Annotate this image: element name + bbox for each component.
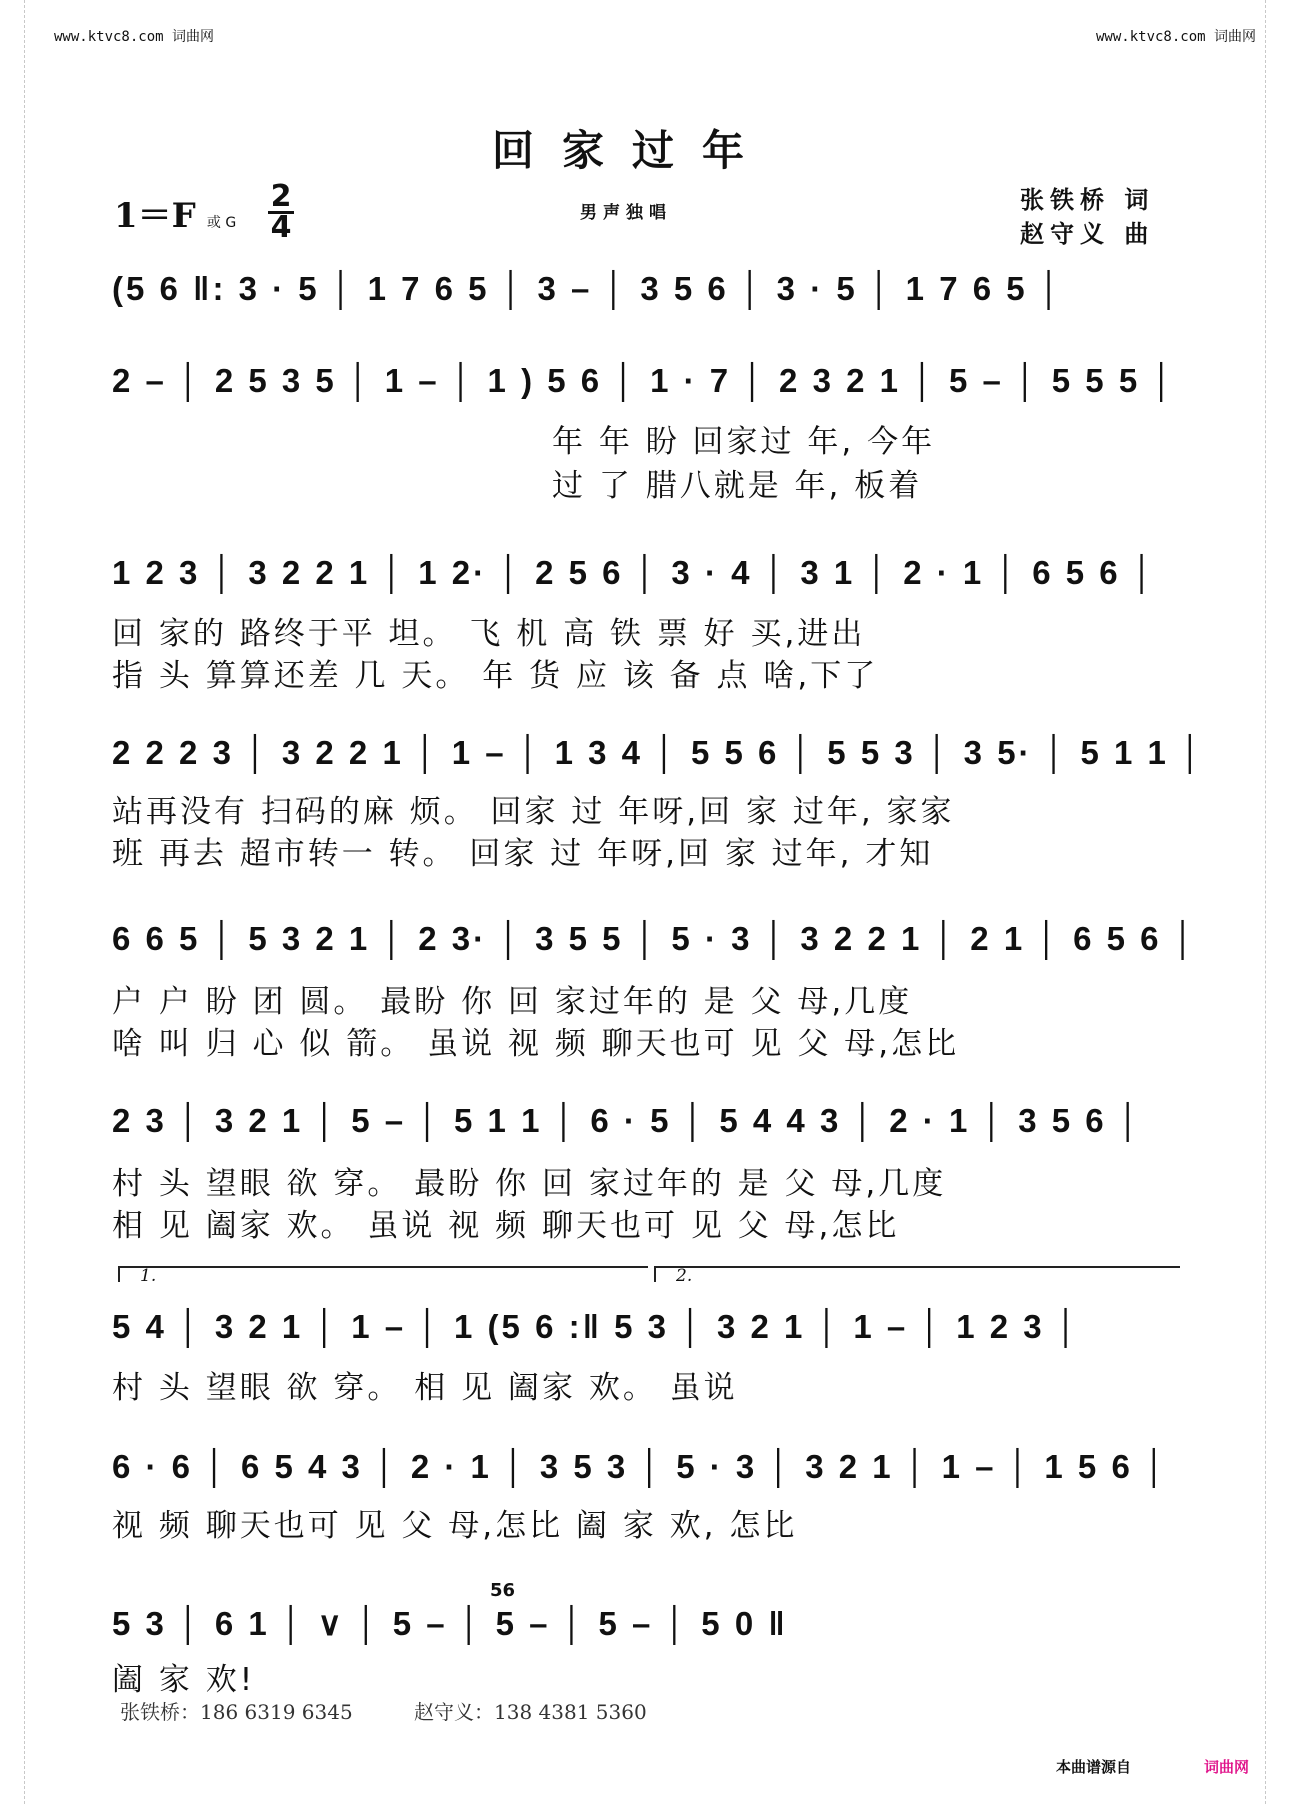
score-line-7: 5 4 │ 3 2 1 │ 1 – │ 1 (5 6 :‖ 5 3 │ 3 2 1 │ 1 – │ 1 2 3 │ xyxy=(112,1308,1081,1345)
lyrics-line-6-verse-1: 村 头 望眼 欲 穿。 最盼 你 回 家过年的 是 父 母,几度 xyxy=(112,1166,947,1202)
left-margin-strip xyxy=(6,0,25,1804)
lyrics-line-2-verse-1: 年 年 盼 回家过 年, 今年 xyxy=(552,424,936,460)
meter-bottom: 4 xyxy=(270,210,292,245)
footer-brand-link[interactable]: 词曲网 xyxy=(1204,1758,1250,1776)
score-line-3: 1 2 3 │ 3 2 2 1 │ 1 2· │ 2 5 6 │ 3 · 4 │ 3 1 │ 2 · 1 │ 6 5 6 │ xyxy=(112,554,1157,591)
contact-zhao: 赵守义：138 4381 5360 xyxy=(414,1700,647,1724)
lyrics-line-3-verse-1: 回 家的 路终于平 坦。 飞 机 高 铁 票 好 买,进出 xyxy=(112,616,866,652)
composer-credit: 赵守义 曲 xyxy=(1020,220,1155,248)
score-line-5: 6 6 5 │ 5 3 2 1 │ 2 3· │ 3 5 5 │ 5 · 3 │ 3 2 2 1 │ 2 1 │ 6 5 6 │ xyxy=(112,920,1198,957)
contact-zhang: 张铁桥：186 6319 6345 xyxy=(120,1700,353,1724)
score-line-2: 2 – │ 2 5 3 5 │ 1 – │ 1 ) 5 6 │ 1 · 7 │ 2 3 2 1 │ 5 – │ 5 5 5 │ xyxy=(112,362,1176,399)
lyrics-line-4-verse-1: 站再没有 扫码的麻 烦。 回家 过 年呀,回 家 过年, 家家 xyxy=(112,794,955,830)
lyrics-line-5-verse-2: 啥 叫 归 心 似 箭。 虽说 视 频 聊天也可 见 父 母,怎比 xyxy=(112,1026,960,1062)
lyrics-line-9: 阖 家 欢! xyxy=(112,1662,256,1698)
performance-type: 男声独唱 xyxy=(580,203,672,223)
lyricist-credit: 张铁桥 词 xyxy=(1020,186,1155,214)
second-ending-bracket xyxy=(654,1266,1180,1282)
key-main: 1＝F xyxy=(114,196,196,236)
key-signature xyxy=(114,188,236,237)
lyrics-line-5-verse-1: 户 户 盼 团 圆。 最盼 你 回 家过年的 是 父 母,几度 xyxy=(112,984,913,1020)
song-title: 回家过年 xyxy=(492,126,773,175)
score-line-6: 2 3 │ 3 2 1 │ 5 – │ 5 1 1 │ 6 · 5 │ 5 4 4 3 │ 2 · 1 │ 3 5 6 │ xyxy=(112,1102,1143,1139)
second-ending-label: 2. xyxy=(676,1266,693,1286)
lyrics-line-8: 视 频 聊天也可 见 父 母,怎比 阖 家 欢, 怎比 xyxy=(112,1508,798,1544)
footer-source-label: 本曲谱源自 xyxy=(1056,1758,1132,1776)
first-ending-bracket xyxy=(118,1266,648,1282)
score-line-1: (5 6 ‖: 3 · 5 │ 1 7 6 5 │ 3 – │ 3 5 6 │ 3 · 5 │ 1 7 6 5 │ xyxy=(112,270,1064,307)
key-alt: 或 G xyxy=(206,215,237,231)
score-line-9: 5 3 │ 6 1 │ ∨ │ 5 – │ 5 – │ 5 – │ 5 0 ‖ xyxy=(112,1605,788,1642)
lyrics-line-7: 村 头 望眼 欲 穿。 相 见 阖家 欢。 虽说 xyxy=(112,1370,738,1406)
lyrics-line-2-verse-2: 过 了 腊八就是 年, 板着 xyxy=(552,468,923,504)
lyrics-line-6-verse-2: 相 见 阖家 欢。 虽说 视 频 聊天也可 见 父 母,怎比 xyxy=(112,1208,900,1244)
site-watermark-left[interactable]: www.ktvc8.com 词曲网 xyxy=(54,29,215,45)
grace-notes: 56 xyxy=(490,1580,516,1601)
lyrics-line-4-verse-2: 班 再去 超市转一 转。 回家 过 年呀,回 家 过年, 才知 xyxy=(112,836,934,872)
lyrics-line-3-verse-2: 指 头 算算还差 几 天。 年 货 应 该 备 点 啥,下了 xyxy=(112,658,879,694)
score-line-4: 2 2 2 3 │ 3 2 2 1 │ 1 – │ 1 3 4 │ 5 5 6 │ 5 5 3 │ 3 5· │ 5 1 1 │ xyxy=(112,734,1205,771)
first-ending-label: 1. xyxy=(140,1266,157,1286)
time-signature xyxy=(268,179,294,245)
meter-top: 2 xyxy=(270,179,292,214)
right-margin-strip xyxy=(1265,0,1284,1804)
site-watermark-right[interactable]: www.ktvc8.com 词曲网 xyxy=(1096,29,1257,45)
score-line-8: 6 · 6 │ 6 5 4 3 │ 2 · 1 │ 3 5 3 │ 5 · 3 │ 3 2 1 │ 1 – │ 1 5 6 │ xyxy=(112,1448,1169,1485)
